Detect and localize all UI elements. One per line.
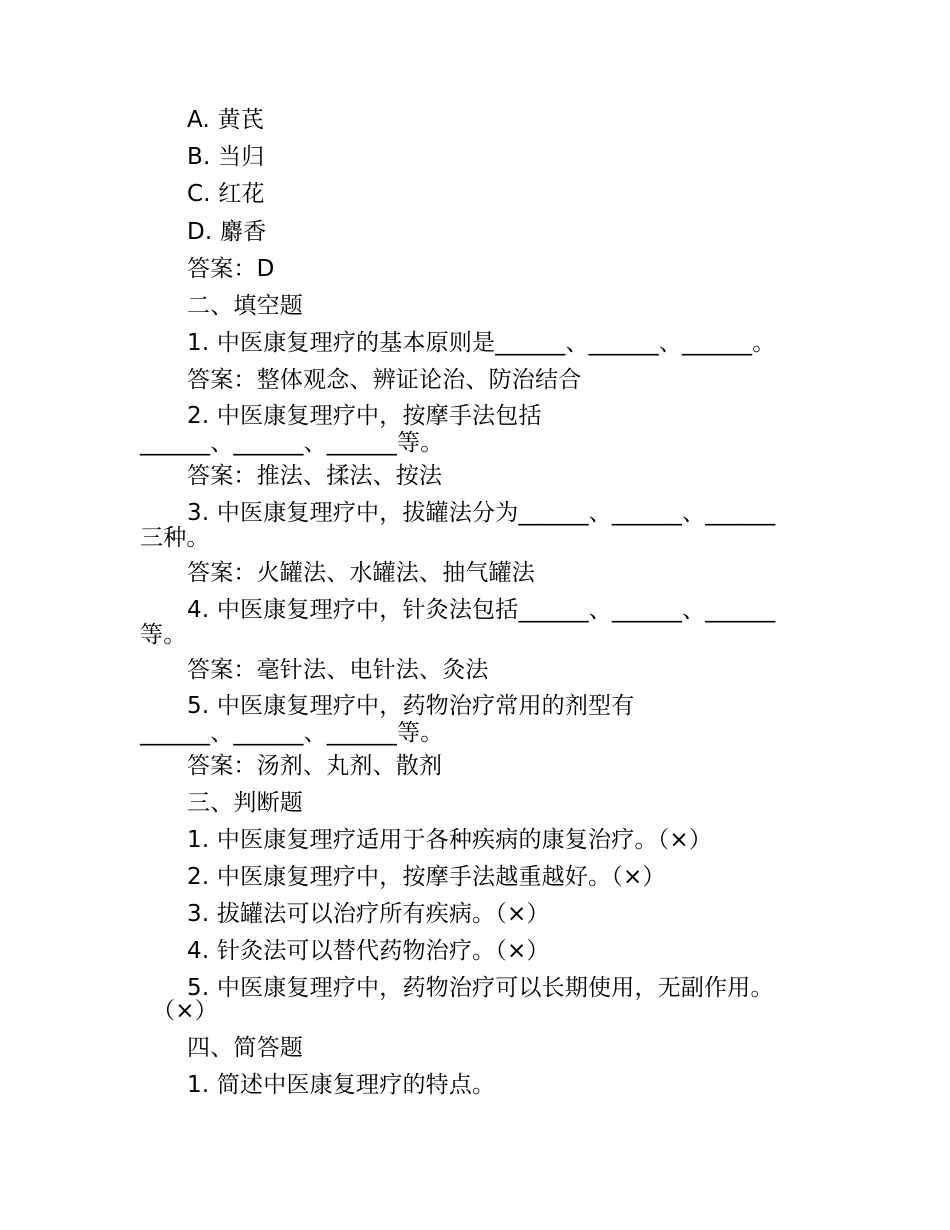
fill-question-1: 1. 中医康复理疗的基本原则是______、______、______。 — [187, 330, 776, 356]
section-heading-fill-blank: 二、填空题 — [187, 293, 303, 319]
tf-question-5: 5. 中医康复理疗中，药物治疗可以长期使用，无副作用。 — [187, 975, 774, 1001]
option-b: B. 当归 — [187, 144, 265, 170]
tf-question-4: 4. 针灸法可以替代药物治疗。（×） — [187, 938, 550, 964]
fill-question-4: 4. 中医康复理疗中，针灸法包括______、______、______ — [187, 597, 776, 623]
section-heading-true-false: 三、判断题 — [187, 790, 303, 816]
fill-question-3: 3. 中医康复理疗中，拔罐法分为______、______、______ — [187, 500, 776, 526]
fill-question-4-continued: 等。 — [140, 622, 187, 648]
tf-question-5-mark: （×） — [152, 998, 218, 1024]
tf-question-2: 2. 中医康复理疗中，按摩手法越重越好。（×） — [187, 864, 666, 890]
fill-question-2-continued: ______、______、______等。 — [140, 430, 444, 456]
fill-answer-1: 答案：整体观念、辨证论治、防治结合 — [187, 367, 582, 393]
fill-answer-2: 答案：推法、揉法、按法 — [187, 463, 443, 489]
fill-question-5: 5. 中医康复理疗中，药物治疗常用的剂型有 — [187, 693, 635, 719]
fill-question-5-continued: ______、______、______等。 — [140, 720, 444, 746]
fill-answer-5: 答案：汤剂、丸剂、散剂 — [187, 753, 443, 779]
tf-question-3: 3. 拔罐法可以治疗所有疾病。（×） — [187, 901, 550, 927]
tf-question-1: 1. 中医康复理疗适用于各种疾病的康复治疗。（×） — [187, 827, 713, 853]
fill-answer-3: 答案：火罐法、水罐法、抽气罐法 — [187, 560, 535, 586]
fill-answer-4: 答案：毫针法、电针法、灸法 — [187, 657, 489, 683]
fill-question-2: 2. 中医康复理疗中，按摩手法包括 — [187, 403, 542, 429]
option-d: D. 麝香 — [187, 219, 267, 245]
option-c: C. 红花 — [187, 181, 265, 207]
section-heading-short-answer: 四、简答题 — [187, 1035, 303, 1061]
answer-choice: 答案：D — [187, 256, 275, 282]
option-a: A. 黄芪 — [187, 107, 264, 133]
fill-question-3-continued: 三种。 — [140, 525, 210, 551]
short-answer-question-1: 1. 简述中医康复理疗的特点。 — [187, 1072, 496, 1098]
